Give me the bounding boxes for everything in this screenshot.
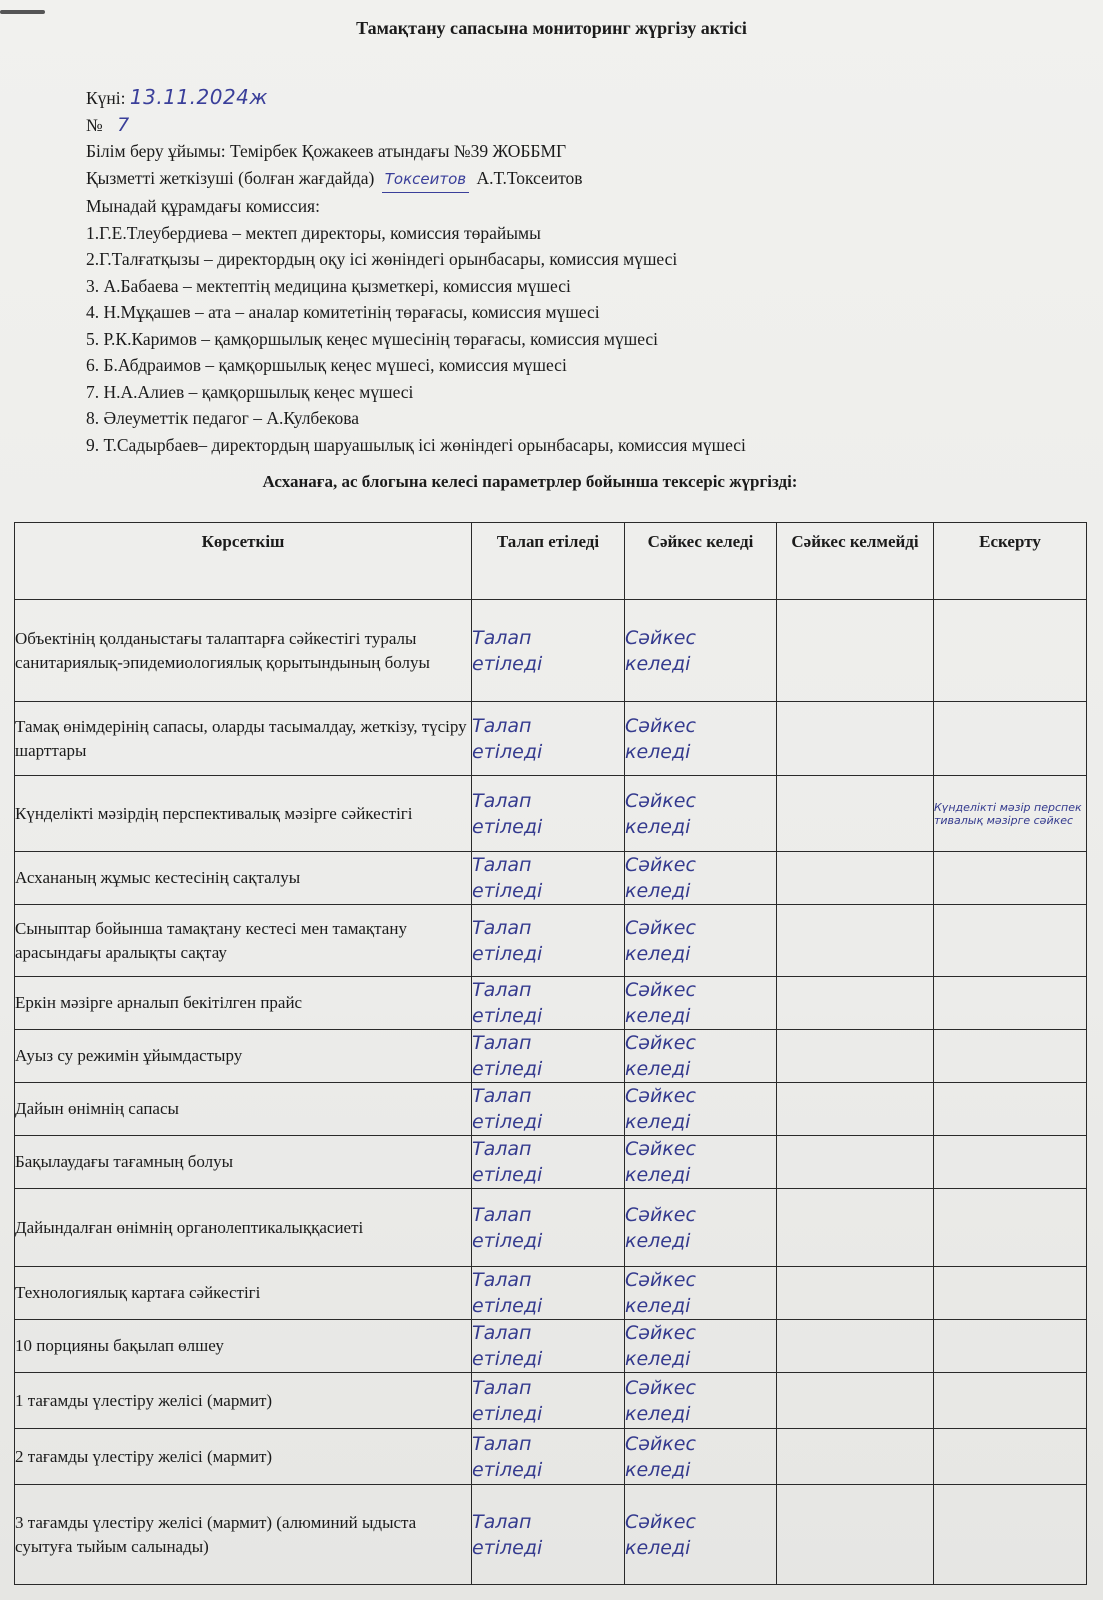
table-row (15, 776, 1087, 852)
note-cell (934, 905, 1087, 977)
note-cell: Күнделікті мәзір перспек тивалық мәзірге сәйкес (934, 776, 1087, 852)
indicator-cell: Тамақ өнімдерінің сапасы, оларды тасымалдау, жеткізу, түсіру шарттары (15, 702, 472, 776)
required-cell: Талап етіледі (472, 1429, 625, 1485)
compliant-cell: Сәйкес келеді (625, 1267, 777, 1320)
header-indicator: Көрсеткіш (15, 523, 472, 600)
noncompliant-cell (777, 977, 934, 1030)
required-cell: Талап етіледі (472, 776, 625, 852)
indicator-cell: 2 тағамды үлестіру желісі (мармит) (15, 1429, 472, 1485)
noncompliant-cell (777, 1189, 934, 1267)
note-cell (934, 1083, 1087, 1136)
indicator-cell: Объектінің қолданыстағы талаптарға сәйкестігі туралы санитариялық-эпидемиологиялық қорытындының болуы (15, 600, 472, 702)
commission-member: 7. Н.А.Алиев – қамқоршылық кеңес мүшесі (86, 381, 414, 402)
table-row (15, 1030, 1087, 1083)
noncompliant-cell (777, 1267, 934, 1320)
indicator-cell: Күнделікті мәзірдің перспективалық мәзірге сәйкестігі (15, 776, 472, 852)
compliant-cell: Сәйкес келеді (625, 1320, 777, 1373)
commission-member: 9. Т.Садырбаев– директордың шаруашылық ісі жөніндегі орынбасары, комиссия мүшесі (86, 434, 746, 455)
required-cell: Талап етіледі (472, 1485, 625, 1585)
inspection-subtitle: Асханаға, ас блогына келесі параметрлер бойынша тексеріс жүргізді: (262, 472, 798, 491)
table-row (15, 600, 1087, 702)
note-cell (934, 702, 1087, 776)
commission-intro: Мынадай құрамдағы комиссия: (86, 196, 320, 216)
supplier-label: Қызметті жеткізуші (болған жағдайда) (86, 167, 375, 188)
required-cell: Талап етіледі (472, 1320, 625, 1373)
indicator-cell: Асхананың жұмыс кестесінің сақталуы (15, 852, 472, 905)
number-label: № (86, 114, 103, 135)
table-row (15, 1136, 1087, 1189)
note-cell (934, 977, 1087, 1030)
date-line (86, 84, 1046, 112)
supplier-signature: Токсеитов (382, 166, 469, 194)
noncompliant-cell (777, 1373, 934, 1429)
noncompliant-cell (777, 702, 934, 776)
indicator-cell: Дайын өнімнің сапасы (15, 1083, 472, 1136)
indicator-cell: Сыныптар бойынша тамақтану кестесі мен тамақтану арасындағы аралықты сақтау (15, 905, 472, 977)
noncompliant-cell (777, 852, 934, 905)
compliant-cell: Сәйкес келеді (625, 1429, 777, 1485)
compliant-cell: Сәйкес келеді (625, 702, 777, 776)
number-value: 7 (117, 113, 130, 136)
commission-member: 8. Әлеуметтік педагог – А.Кулбекова (86, 408, 360, 428)
required-cell: Талап етіледі (472, 702, 625, 776)
table-row (15, 1083, 1087, 1136)
required-cell: Талап етіледі (472, 1083, 625, 1136)
required-cell: Талап етіледі (472, 977, 625, 1030)
act-header (86, 84, 1046, 458)
indicator-cell: 10 порцияны бақылап өлшеу (15, 1320, 472, 1373)
table-row (15, 1373, 1087, 1429)
compliant-cell: Сәйкес келеді (625, 1189, 777, 1267)
header-note: Ескерту (934, 523, 1087, 600)
note-cell (934, 1136, 1087, 1189)
inspection-table (14, 522, 1087, 1585)
table-row (15, 977, 1087, 1030)
table-row (15, 852, 1087, 905)
note-cell (934, 1189, 1087, 1267)
indicator-cell: Еркін мәзірге арналып бекітілген прайс (15, 977, 472, 1030)
table-row (15, 1320, 1087, 1373)
required-cell: Талап етіледі (472, 852, 625, 905)
compliant-cell: Сәйкес келеді (625, 1136, 777, 1189)
indicator-cell: Бақылаудағы тағамның болуы (15, 1136, 472, 1189)
compliant-cell: Сәйкес келеді (625, 600, 777, 702)
note-cell (934, 1267, 1087, 1320)
note-cell (934, 600, 1087, 702)
compliant-cell: Сәйкес келеді (625, 852, 777, 905)
table-row (15, 1429, 1087, 1485)
date-label: Күні: (86, 88, 126, 108)
note-cell (934, 1320, 1087, 1373)
required-cell: Талап етіледі (472, 1267, 625, 1320)
commission-member: 4. Н.Мұқашев – ата – аналар комитетінің төрағасы, комиссия мүшесі (86, 302, 600, 322)
compliant-cell: Сәйкес келеді (625, 977, 777, 1030)
note-cell (934, 852, 1087, 905)
compliant-cell: Сәйкес келеді (625, 1030, 777, 1083)
table-row (15, 1189, 1087, 1267)
edge-mark (0, 10, 45, 14)
compliant-cell: Сәйкес келеді (625, 1485, 777, 1585)
commission-member: 2.Г.Талғатқызы – директордың оқу ісі жөніндегі орынбасары, комиссия мүшесі (86, 249, 678, 269)
commission-member: 6. Б.Абдраимов – қамқоршылық кеңес мүшесі, комиссия мүшесі (86, 355, 567, 375)
commission-list (86, 220, 1046, 459)
note-cell (934, 1429, 1087, 1485)
document-title: Тамақтану сапасына мониторинг жүргізу актісі (356, 18, 747, 38)
commission-member: 3. А.Бабаева – мектептің медицина қызметкері, комиссия мүшесі (86, 275, 571, 296)
header-noncompliant: Сәйкес келмейді (777, 523, 934, 600)
required-cell: Талап етіледі (472, 1373, 625, 1429)
noncompliant-cell (777, 1320, 934, 1373)
noncompliant-cell (777, 1136, 934, 1189)
compliant-cell: Сәйкес келеді (625, 905, 777, 977)
header-compliant: Сәйкес келеді (625, 523, 777, 600)
header-required: Талап етіледі (472, 523, 625, 600)
date-value: 13.11.2024ж (129, 85, 268, 109)
required-cell: Талап етіледі (472, 1030, 625, 1083)
table-row (15, 702, 1087, 776)
indicator-cell: Дайындалған өнімнің органолептикалыққасиеті (15, 1189, 472, 1267)
commission-member: 1.Г.Е.Тлеубердиева – мектеп директоры, комиссия төрайымы (86, 222, 541, 243)
required-cell: Талап етіледі (472, 1136, 625, 1189)
table-row (15, 905, 1087, 977)
compliant-cell: Сәйкес келеді (625, 1373, 777, 1429)
table-header-row (15, 523, 1087, 600)
note-cell (934, 1485, 1087, 1585)
required-cell: Талап етіледі (472, 905, 625, 977)
compliant-cell: Сәйкес келеді (625, 776, 777, 852)
note-cell (934, 1030, 1087, 1083)
required-cell: Талап етіледі (472, 1189, 625, 1267)
indicator-cell: 3 тағамды үлестіру желісі (мармит) (алюминий ыдыста суытуға тыйым салынады) (15, 1485, 472, 1585)
noncompliant-cell (777, 776, 934, 852)
number-line (86, 112, 1046, 139)
noncompliant-cell (777, 1083, 934, 1136)
note-cell (934, 1373, 1087, 1429)
supplier-name: А.Т.Токсеитов (476, 167, 583, 188)
noncompliant-cell (777, 1030, 934, 1083)
noncompliant-cell (777, 1485, 934, 1585)
indicator-cell: 1 тағамды үлестіру желісі (мармит) (15, 1373, 472, 1429)
indicator-cell: Ауыз су режимін ұйымдастыру (15, 1030, 472, 1083)
commission-member: 5. Р.К.Каримов – қамқоршылық кеңес мүшесінің төрағасы, комиссия мүшесі (86, 328, 659, 349)
required-cell: Талап етіледі (472, 600, 625, 702)
organization-line: Білім беру ұйымы: Темірбек Қожакеев атындағы №39 ЖОББМГ (86, 141, 567, 161)
table-row (15, 1485, 1087, 1585)
noncompliant-cell (777, 600, 934, 702)
noncompliant-cell (777, 905, 934, 977)
noncompliant-cell (777, 1429, 934, 1485)
indicator-cell: Технологиялық картаға сәйкестігі (15, 1267, 472, 1320)
compliant-cell: Сәйкес келеді (625, 1083, 777, 1136)
supplier-line (86, 165, 1046, 194)
table-row (15, 1267, 1087, 1320)
